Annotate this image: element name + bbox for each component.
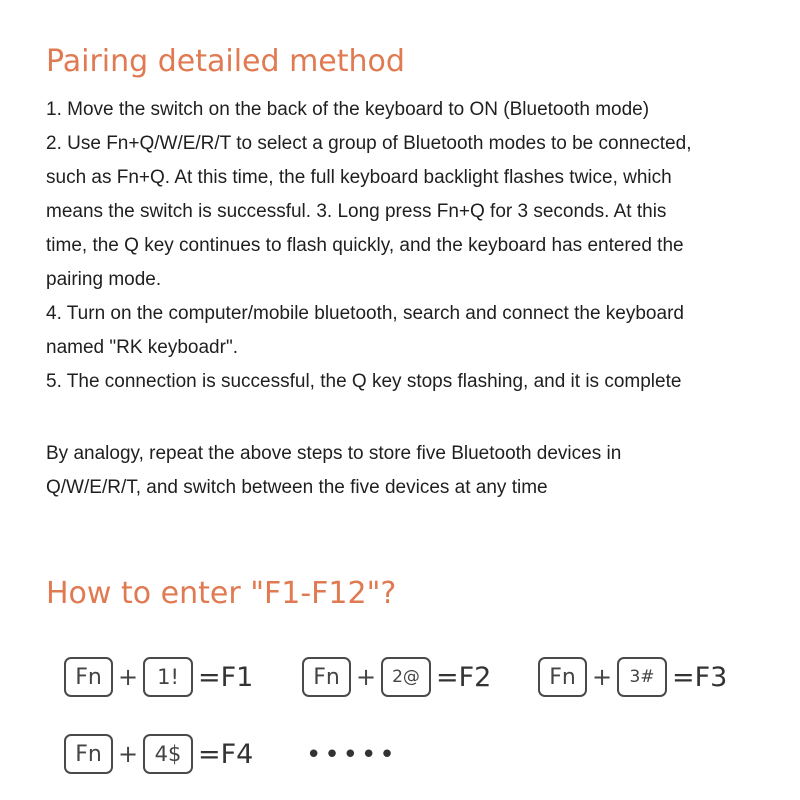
- step-line: 2. Use Fn+Q/W/E/R/T to select a group of Bluetooth modes to be connected,: [46, 133, 692, 154]
- plus-sign: +: [591, 663, 613, 691]
- combo-result: =F4: [198, 738, 254, 770]
- fn-key-icon: Fn: [302, 657, 351, 697]
- key-combo-f4: [64, 734, 253, 774]
- number-key-icon: 3#: [617, 657, 667, 697]
- pairing-steps: [46, 93, 776, 399]
- combo-result: =F3: [672, 661, 728, 693]
- plus-sign: +: [117, 663, 139, 691]
- more-combos-ellipsis: •••••: [306, 740, 398, 770]
- step-line: 5. The connection is successful, the Q key stops flashing, and it is complete: [46, 371, 682, 392]
- step-line: 1. Move the switch on the back of the keyboard to ON (Bluetooth mode): [46, 99, 650, 120]
- step-line: means the switch is successful. 3. Long press Fn+Q for 3 seconds. At this: [46, 201, 667, 222]
- fn-key-icon: Fn: [538, 657, 587, 697]
- plus-sign: +: [117, 740, 139, 768]
- combo-result: =F1: [198, 661, 254, 693]
- fn-key-icon: Fn: [64, 657, 113, 697]
- fn-key-icon: Fn: [64, 734, 113, 774]
- analogy-line: Q/W/E/R/T, and switch between the five devices at any time: [46, 477, 548, 498]
- step-line: such as Fn+Q. At this time, the full keyboard backlight flashes twice, which: [46, 167, 672, 188]
- plus-sign: +: [355, 663, 377, 691]
- number-key-icon: 4$: [143, 734, 193, 774]
- step-line: time, the Q key continues to flash quickly, and the keyboard has entered the: [46, 235, 684, 256]
- analogy-line: By analogy, repeat the above steps to store five Bluetooth devices in: [46, 443, 622, 464]
- number-key-icon: 2@: [381, 657, 431, 697]
- key-combo-f1: [64, 657, 253, 697]
- step-line: 4. Turn on the computer/mobile bluetooth, search and connect the keyboard: [46, 303, 684, 324]
- function-keys-title: How to enter "F1-F12"?: [46, 576, 397, 611]
- step-line: named "RK keyboadr".: [46, 337, 238, 358]
- step-line: pairing mode.: [46, 269, 162, 290]
- key-combo-f3: [538, 657, 727, 697]
- analogy-paragraph: [46, 437, 776, 505]
- combo-result: =F2: [436, 661, 492, 693]
- key-combo-f2: [302, 657, 491, 697]
- number-key-icon: 1!: [143, 657, 193, 697]
- pairing-method-title: Pairing detailed method: [46, 44, 405, 79]
